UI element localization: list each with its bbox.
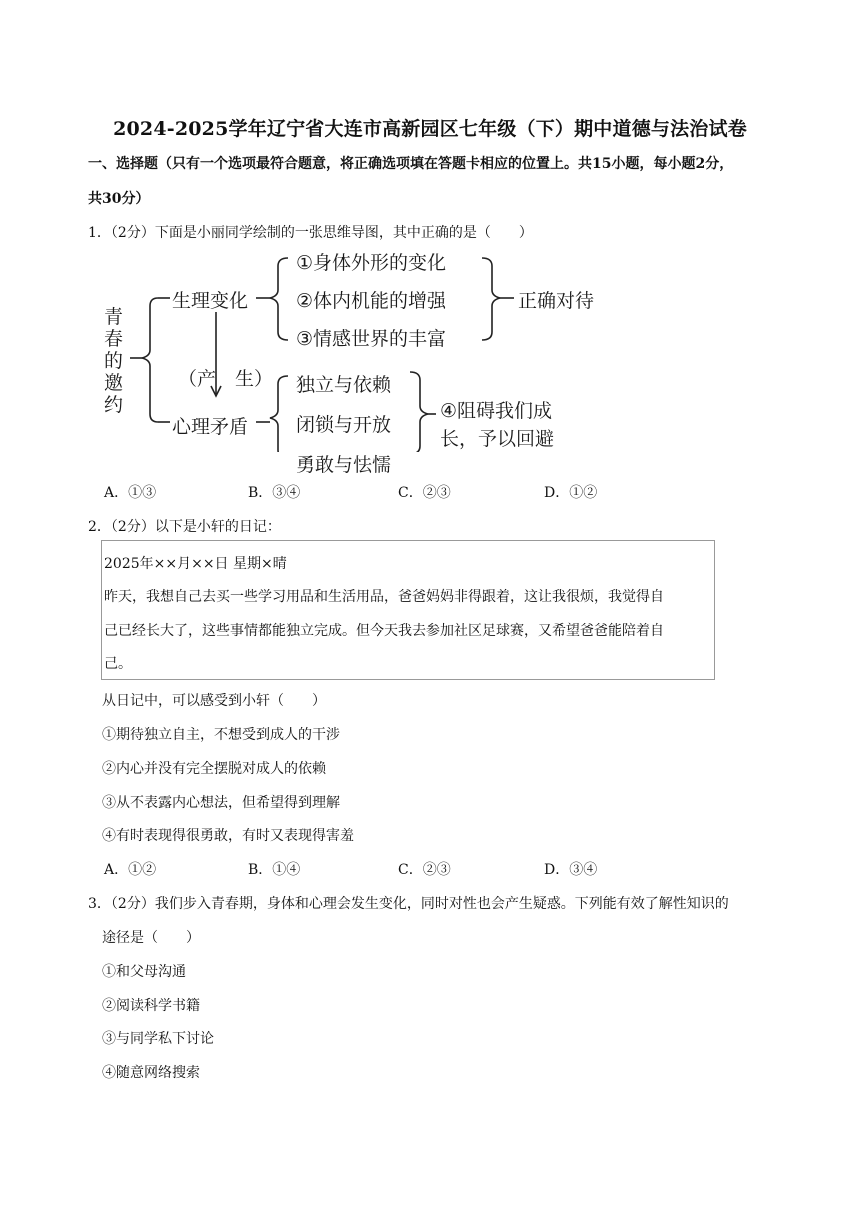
q1-option-c[interactable]: C．②③ xyxy=(398,485,451,501)
q3-statement-2: ②阅读科学书籍 xyxy=(102,998,200,1014)
q2-option-c[interactable]: C．②③ xyxy=(398,862,451,878)
diary-line-3: 己。 xyxy=(104,656,132,672)
diagram-item-2: ②体内机能的增强 xyxy=(296,290,447,312)
diagram-result-2-line2: 长，予以回避 xyxy=(440,428,555,450)
q1-option-d[interactable]: D．①② xyxy=(544,485,598,501)
q2-prompt: 从日记中，可以感受到小轩（ ） xyxy=(102,693,326,709)
section-heading-line2: 共30分） xyxy=(88,191,150,207)
q3-statement-3: ③与同学私下讨论 xyxy=(102,1031,214,1047)
q3-statement-1: ①和父母沟通 xyxy=(102,964,186,980)
diagram-root: 青春的邀约 xyxy=(104,306,124,416)
q3-statement-4: ④随意网络搜索 xyxy=(102,1065,200,1081)
q1-option-b[interactable]: B．③④ xyxy=(248,485,301,501)
diary-date: 2025年××月××日 星期×晴 xyxy=(104,556,287,572)
diagram-item-1: ①身体外形的变化 xyxy=(296,252,447,274)
mind-map-diagram xyxy=(100,246,610,476)
diagram-item-3: ③情感世界的丰富 xyxy=(296,328,447,350)
diagram-result-2-line1: ④阻碍我们成 xyxy=(440,400,553,422)
diagram-conflict-1: 独立与依赖 xyxy=(296,374,392,396)
question-3-stem-line2: 途径是（ ） xyxy=(102,930,200,946)
diagram-conflict-3: 勇敢与怯懦 xyxy=(296,454,392,476)
diagram-conflict-2: 闭锁与开放 xyxy=(296,414,392,436)
q1-option-a[interactable]: A．①③ xyxy=(104,485,157,501)
question-3-stem-line1: 3．（2分）我们步入青春期，身体和心理会发生变化，同时对性也会产生疑惑。下列能有效了解性知识的 xyxy=(88,896,729,912)
page-title: 2024-2025学年辽宁省大连市高新园区七年级（下）期中道德与法治试卷 xyxy=(113,118,747,140)
q2-statement-3: ③从不表露内心想法，但希望得到理解 xyxy=(102,795,340,811)
q2-statement-1: ①期待独立自主，不想受到成人的干涉 xyxy=(102,727,340,743)
diagram-produce-label: （产 生） xyxy=(178,368,274,390)
q2-statement-2: ②内心并没有完全摆脱对成人的依赖 xyxy=(102,761,326,777)
diary-line-2: 己已经长大了，这些事情都能独立完成。但今天我去参加社区足球赛，又希望爸爸能陪着自 xyxy=(104,623,664,639)
q2-option-d[interactable]: D．③④ xyxy=(544,862,598,878)
question-2-stem: 2．（2分）以下是小轩的日记： xyxy=(88,519,281,535)
diagram-result-1: 正确对待 xyxy=(518,290,595,312)
diary-line-1: 昨天，我想自己去买一些学习用品和生活用品，爸爸妈妈非得跟着，这让我很烦，我觉得自 xyxy=(104,589,664,605)
q2-option-a[interactable]: A．①② xyxy=(104,862,157,878)
q2-option-b[interactable]: B．①④ xyxy=(248,862,301,878)
q2-statement-4: ④有时表现得很勇敢，有时又表现得害羞 xyxy=(102,828,354,844)
diagram-branch-physiological: 生理变化 xyxy=(172,290,249,312)
question-1-stem: 1．（2分）下面是小丽同学绘制的一张思维导图，其中正确的是（ ） xyxy=(88,225,533,241)
diary-box xyxy=(101,540,715,680)
section-heading-line1: 一、选择题（只有一个选项最符合题意，将正确选项填在答题卡相应的位置上。共15小题，每小题2分， xyxy=(88,156,734,172)
diagram-branch-psychological: 心理矛盾 xyxy=(172,416,249,438)
